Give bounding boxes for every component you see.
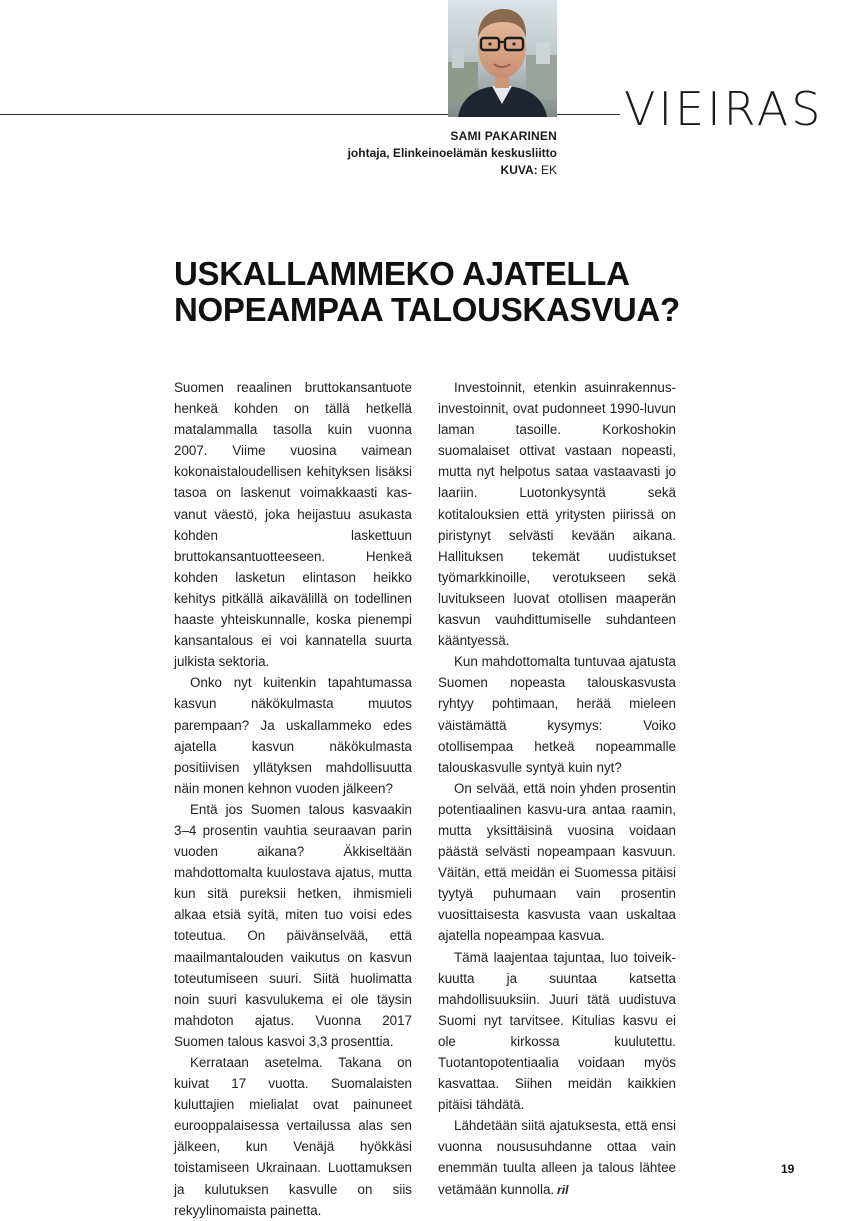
section-label: VIEIRAS	[624, 82, 824, 136]
article-headline	[174, 256, 694, 328]
author-name: SAMI PAKARINEN	[450, 129, 557, 143]
right-column	[438, 377, 676, 1201]
photo-credit-label: KUVA:	[500, 163, 538, 177]
headline-line-2: NOPEAMPAA TALOUSKASVUA?	[174, 291, 680, 328]
paragraph: Kun mahdottomalta tuntuvaa ajatusta Suomen nopeasta talouskasvusta ryhtyy pohtimaan, herää mieleen väistämättä kysymys: Voiko otollisempaa hetkeä nopeammalle talouskasvulle syntyä kuin nyt?	[438, 654, 676, 775]
left-column	[174, 377, 412, 1221]
author-signoff: ril	[557, 1182, 569, 1197]
paragraph: Suomen reaalinen bruttokansantuote henkeä kohden on tällä hetkellä matalammalla tasolla kuin vuonna 2007. Viime vuosina vaimean kokonaistaloudellisen kehityksen lisäksi tasoa on laskenut voimakkaasti kasvanut väestö, joka heijastuu asukasta kohden laskettuun bruttokansantuotteeseen. Henkeä kohden lasketun elintason heikko kehitys pitkällä aikavälillä on todellinen haaste yhteiskunnalle, koska pienempi kansantalous ei voi kannatella suurta julkista sektoria.	[174, 380, 412, 670]
paragraph: On selvää, että noin yhden prosentin potentiaalinen kasvu-ura antaa raamin, mutta yksittäisinä vuosina voidaan päästä selvästi nopeampaan kasvuun. Väitän, että meidän ei Suomessa pitäisi tyytyä puhumaan vain prosentin vuosittaisesta kasvusta vaan uskaltaa ajatella nopeampaa kasvua.	[438, 780, 676, 944]
photo-credit-value: EK	[540, 163, 557, 177]
paragraph: Tämä laajentaa tajuntaa, luo toiveikkuutta ja suuntaa katsetta mahdollisuuksiin. Juuri tätä uudistuva Suomi nyt tarvitsee. Kitulias kasvu ei ole kirkossa kuulutettu. Tuotantopotentiaalia voidaan myös kasvattaa. Siihen meidän kaikkien pitäisi tähdätä.	[438, 949, 676, 1113]
final-paragraph-text: Lähdetään siitä ajatuksesta, että ensi vuonna noususuhdanne ottaa vain enemmän tuulta alleen ja talous lähtee vetämään kunnolla.	[438, 1118, 676, 1197]
paragraph: Kerrataan asetelma. Takana on kuivat 17 vuotta. Suomalaisten kuluttajien mielialat ovat painuneet eurooppalaisessa vertailussa alas sen jälkeen, kun Venäjä hyökkäsi toistamiseen Ukrainaan. Luottamuksen ja kulutuksen kasvulle on siis rekyylinomaista painetta.	[174, 1055, 412, 1218]
byline	[348, 128, 557, 179]
final-paragraph	[438, 1115, 676, 1200]
headline-line-1: USKALLAMMEKO AJATELLA	[174, 255, 630, 292]
page-number: 19	[781, 1162, 795, 1176]
paragraph: Onko nyt kuitenkin tapahtumassa kasvun näkökulmasta muutos parempaan? Ja uskallammeko edes ajatella kasvun näkökulmasta positiivisen yllätyksen mahdollisuutta näin monen kehnon vuoden jälkeen?	[174, 675, 412, 796]
photo-credit	[348, 162, 557, 179]
author-role: johtaja, Elinkeinoelämän keskusliitto	[347, 146, 557, 160]
paragraph: Investoinnit, etenkin asuinrakennusinvestoinnit, ovat pudonneet 1990-luvun laman tasoille. Korkoshokin suomalaiset ottivat vastaan nopeasti, mutta nyt helpotus sataa vastaavasti jo laariin. Luotonkysyntä sekä kotitalouksien että yritysten piirissä on piristynyt selvästi kevään aikana. Hallituksen tekemät uudistukset työmarkkinoille, verotukseen sekä luvitukseen luovat otollisen maaperän kasvun vauhdittumiselle suhdanteen kääntyessä.	[438, 380, 676, 649]
paragraph: Entä jos Suomen talous kasvaakin 3–4 prosentin vauhtia seuraavan parin vuoden aikana? Äkkiseltään mahdottomalta kuulostava ajatus, mutta kun sitä pureksii hetken, ihmismieli alkaa etsiä syitä, miten tuo voisi edes toteutua. On päivänselvää, että maailmantalouden vaikutus on kasvun toteutumiseen suuri. Siitä huolimatta noin suuri kasvulukema ei ole täysin mahdoton ajatus. Vuonna 2017 Suomen talous kasvoi 3,3 prosenttia.	[174, 801, 412, 1049]
author-photo	[448, 0, 557, 117]
